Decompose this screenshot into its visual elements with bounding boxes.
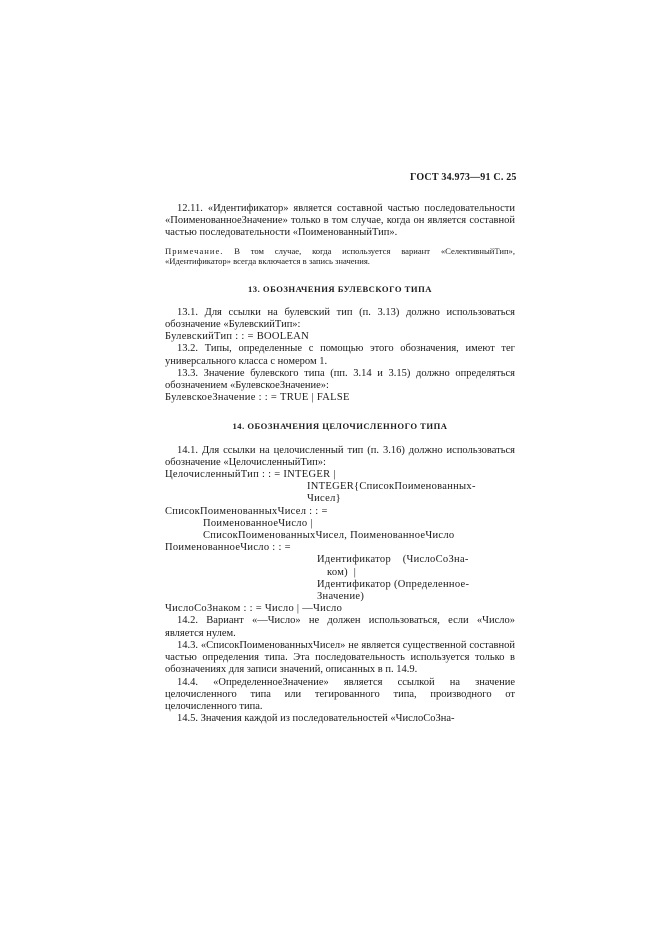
code-boolean-type: БулевскийТип : : = BOOLEAN <box>165 331 309 343</box>
paragraph-13-1: 13.1. Для ссылки на булевский тип (п. 3.13) должно использоваться обозначение «БулевскийТип»: <box>165 306 515 331</box>
code-line: Значение) <box>317 591 365 603</box>
code-line: Идентификатор (ЧислоСоЗна- <box>317 554 469 566</box>
paragraph-14-2: 14.2. Вариант «—Число» не должен использоваться, если «Число» является нулем. <box>165 615 515 639</box>
code-line: СписокПоименованныхЧисел, ПоименованноеЧисло <box>203 530 455 542</box>
paragraph-14-5: 14.5. Значения каждой из последовательностей «ЧислоСоЗна- <box>177 713 455 725</box>
paragraph-14-1: 14.1. Для ссылки на целочисленный тип (п. 3.16) должно использоваться обозначение «ЦелочисленныйТип»: <box>165 444 515 468</box>
page-header: ГОСТ 34.973—91 С. 25 <box>410 172 517 183</box>
code-line: ПоименованноеЧисло : : = <box>165 542 291 554</box>
note-text: В том случае, когда используется вариант «СелективныйТип», «Идентификатор» всегда включается в запись значения. <box>165 245 515 267</box>
note <box>165 246 515 267</box>
paragraph-13-3: 13.3. Значение булевского типа (пп. 3.14 и 3.15) должно определяться обозначением «БулевскоеЗначение»: <box>165 367 515 392</box>
section-13-heading: 13. ОБОЗНАЧЕНИЯ БУЛЕВСКОГО ТИПА <box>248 283 432 294</box>
paragraph-14-3: 14.3. «СписокПоименованныхЧисел» не является существенной составной частью определения типа. Эта последовательность используется только в обозначениях для записи значений, описанных в п. 14.9. <box>165 639 515 676</box>
code-line: Идентификатор (Определенное- <box>317 578 470 590</box>
paragraph-12-11: 12.11. «Идентификатор» является составной частью последовательности «ПоименованноеЗначение» только в том случае, когда он является составной частью последовательности «ПоименованныйТип». <box>165 203 515 239</box>
code-line: ком) | <box>327 566 357 578</box>
code-line: Чисел} <box>307 493 341 505</box>
paragraph-14-4: 14.4. «ОпределенноеЗначение» является ссылкой на значение целочисленного типа или тегированного типа, производного от целочисленного типа. <box>165 676 515 712</box>
code-line: СписокПоименованныхЧисел : : = <box>165 505 328 517</box>
code-line: ЦелочисленныйТип : : = INTEGER | <box>165 469 336 481</box>
paragraph-13-2: 13.2. Типы, определенные с помощью этого обозначения, имеют тег универсального класса с номером 1. <box>165 343 515 367</box>
code-line: INTEGER{СписокПоименованных- <box>307 481 476 493</box>
integer-type-code-block <box>165 469 515 615</box>
note-label: Примечание. <box>165 245 224 256</box>
code-boolean-value: БулевскоеЗначение : : = TRUE | FALSE <box>165 392 350 404</box>
code-line: ЧислоСоЗнаком : : = Число | —Число <box>165 603 343 615</box>
code-line: ПоименованноеЧисло | <box>203 517 313 529</box>
body-text <box>165 203 515 725</box>
section-14-heading: 14. ОБОЗНАЧЕНИЯ ЦЕЛОЧИСЛЕННОГО ТИПА <box>232 421 448 432</box>
